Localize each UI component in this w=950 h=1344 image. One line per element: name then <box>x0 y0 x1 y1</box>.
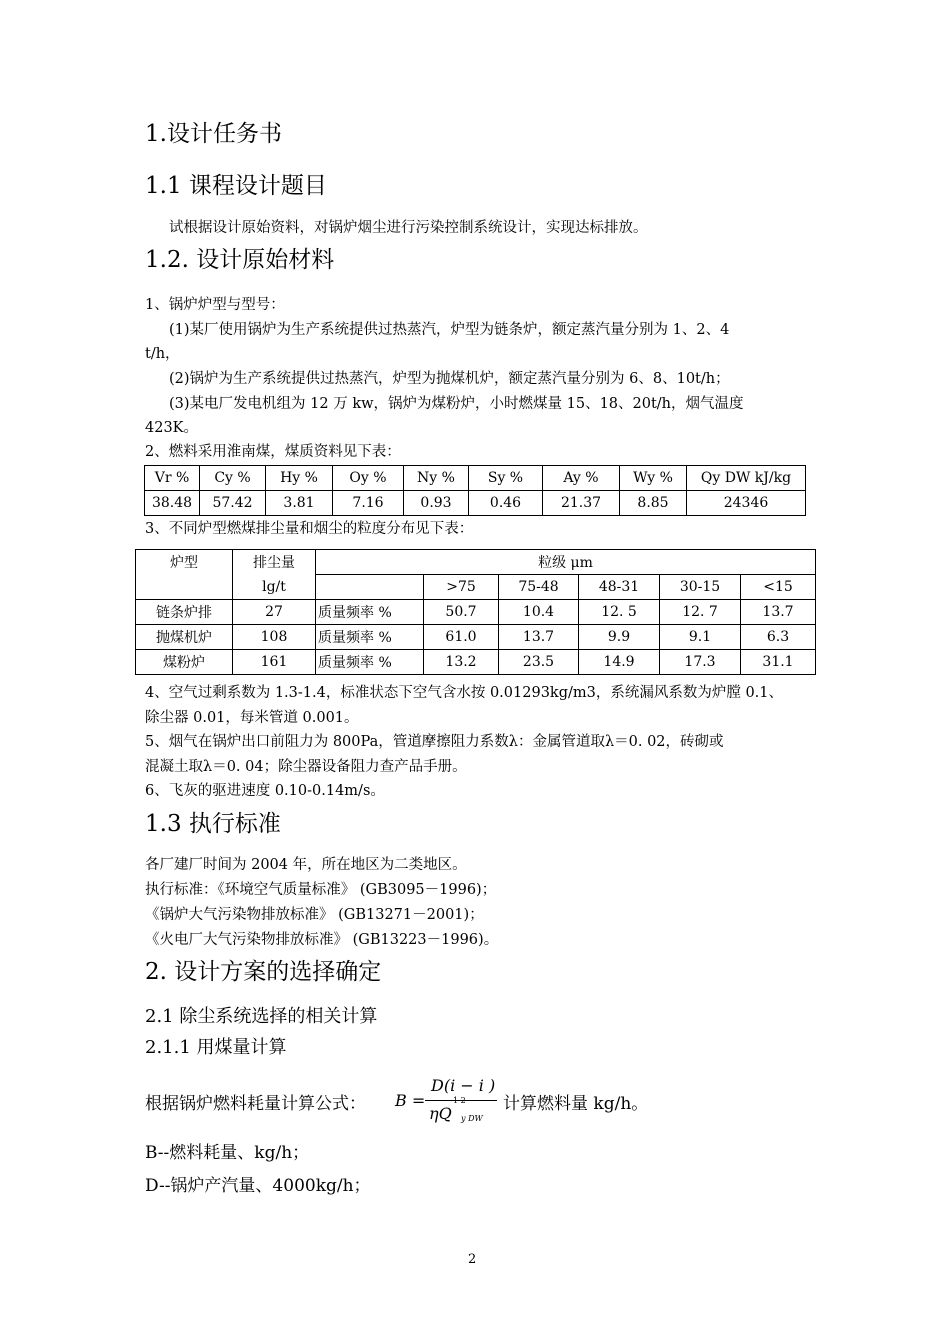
dust-row-amount: 161 <box>233 650 316 675</box>
heading-1-1: 1.1 课程设计题目 <box>145 173 327 199</box>
formula-prefix: 根据锅炉燃料耗量计算公式： <box>145 1094 366 1114</box>
heading-1-2: 1.2. 设计原始材料 <box>145 247 335 273</box>
heading-2-1-1: 2.1.1 用煤量计算 <box>145 1037 287 1058</box>
item1-line-a2: t/h， <box>145 346 180 362</box>
coal-value-cell: 0.93 <box>404 491 469 516</box>
standard-line-3: 《锅炉大气污染物排放标准》 (GB13271－2001)； <box>145 907 484 923</box>
coal-header-cell: Qy DW kJ/kg <box>687 466 806 491</box>
coal-header-cell: Ny % <box>404 466 469 491</box>
dust-col-amount-unit: lg/t <box>233 575 316 600</box>
page-number: 2 <box>468 1252 477 1267</box>
coal-value-cell: 8.85 <box>620 491 687 516</box>
dust-row-value: 12. 7 <box>660 600 741 625</box>
coal-header-cell: Oy % <box>333 466 404 491</box>
coal-table-value-row <box>145 491 806 516</box>
dust-table-row <box>136 650 816 675</box>
dust-row-label: 质量频率 % <box>316 625 424 650</box>
dust-row-amount: 27 <box>233 600 316 625</box>
dust-row-value: 14.9 <box>579 650 660 675</box>
standard-line-1: 各厂建厂时间为 2004 年，所在地区为二类地区。 <box>145 857 467 873</box>
dust-row-type: 链条炉排 <box>136 600 233 625</box>
dust-row-value: 9.9 <box>579 625 660 650</box>
formula-suffix: 计算燃料量 kg/h。 <box>503 1094 649 1114</box>
dust-col-amount: 排尘量 <box>233 550 316 575</box>
coal-quality-table <box>144 465 806 516</box>
dust-grade-cell: 48-31 <box>579 575 660 600</box>
dust-grade-cell: <15 <box>741 575 816 600</box>
dust-row-label: 质量频率 % <box>316 600 424 625</box>
standard-line-4: 《火电厂大气污染物排放标准》 (GB13223－1996)。 <box>145 932 499 948</box>
heading-2: 2. 设计方案的选择确定 <box>145 959 382 985</box>
coal-header-cell: Wy % <box>620 466 687 491</box>
item5-line-1: 5、烟气在锅炉出口前阻力为 800Pa，管道摩擦阻力系数λ：金属管道取λ＝0. 02，砖砌或 <box>145 734 724 750</box>
heading-2-1: 2.1 除尘系统选择的相关计算 <box>145 1006 378 1027</box>
fuel-consumption-formula <box>145 1074 705 1130</box>
dust-table-row <box>136 625 816 650</box>
dust-table-header-row-2 <box>136 575 816 600</box>
coal-header-cell: Sy % <box>469 466 543 491</box>
standard-line-2: 执行标准：《环境空气质量标准》 (GB3095－1996)； <box>145 882 497 898</box>
formula-lhs: B = <box>395 1091 426 1110</box>
dust-distribution-table <box>135 549 816 675</box>
dust-col-type: 炉型 <box>136 550 233 575</box>
coal-table-header-row <box>145 466 806 491</box>
dust-table-header-row-1 <box>136 550 816 575</box>
dust-row-value: 12. 5 <box>579 600 660 625</box>
coal-value-cell: 21.37 <box>543 491 620 516</box>
dust-grade-blank <box>316 575 424 600</box>
task-paragraph: 试根据设计原始资料，对锅炉烟尘进行污染控制系统设计，实现达标排放。 <box>169 220 648 236</box>
coal-value-cell: 7.16 <box>333 491 404 516</box>
item5-line-2: 混凝土取λ＝0. 04；除尘器设备阻力查产品手册。 <box>145 759 467 775</box>
dust-col-grade: 粒级 μm <box>316 550 816 575</box>
coal-header-cell: Hy % <box>266 466 333 491</box>
dust-row-type: 抛煤机炉 <box>136 625 233 650</box>
dust-row-value: 23.5 <box>499 650 579 675</box>
formula-denominator-subscript: y DW <box>461 1114 483 1123</box>
dust-row-value: 61.0 <box>424 625 499 650</box>
dust-row-value: 31.1 <box>741 650 816 675</box>
dust-row-value: 13.2 <box>424 650 499 675</box>
dust-row-amount: 108 <box>233 625 316 650</box>
coal-value-cell: 38.48 <box>145 491 200 516</box>
dust-grade-cell: >75 <box>424 575 499 600</box>
item2-title: 2、燃料采用淮南煤，煤质资料见下表： <box>145 444 401 460</box>
coal-header-cell: Ay % <box>543 466 620 491</box>
definition-b: B--燃料耗量、kg/h； <box>145 1143 310 1163</box>
formula-denominator: ηQ <box>429 1104 452 1123</box>
dust-row-value: 9.1 <box>660 625 741 650</box>
item3-title: 3、不同炉型燃煤排尘量和烟尘的粒度分布见下表： <box>145 521 474 537</box>
coal-value-cell: 3.81 <box>266 491 333 516</box>
heading-1-3: 1.3 执行标准 <box>145 811 281 837</box>
item1-line-c2: 423K。 <box>145 420 199 436</box>
dust-col-type-blank <box>136 575 233 600</box>
dust-row-label: 质量频率 % <box>316 650 424 675</box>
dust-row-value: 6.3 <box>741 625 816 650</box>
formula-numerator: D(i − i ) <box>431 1076 496 1095</box>
dust-row-value: 50.7 <box>424 600 499 625</box>
dust-table-row <box>136 600 816 625</box>
coal-value-cell: 57.42 <box>200 491 266 516</box>
item6-line: 6、飞灰的驱进速度 0.10-0.14m/s。 <box>145 783 385 799</box>
item4-line-1: 4、空气过剩系数为 1.3-1.4，标准状态下空气含水按 0.01293kg/m3，系统漏风系数为炉膛 0.1、 <box>145 685 784 701</box>
dust-row-value: 13.7 <box>741 600 816 625</box>
coal-value-cell: 24346 <box>687 491 806 516</box>
dust-grade-cell: 30-15 <box>660 575 741 600</box>
item1-line-c1: (3)某电厂发电机组为 12 万 kw，锅炉为煤粉炉，小时燃煤量 15、18、20t/h，烟气温度 <box>169 396 744 412</box>
coal-header-cell: Vr % <box>145 466 200 491</box>
item1-title: 1、锅炉炉型与型号： <box>145 297 285 313</box>
item1-line-b: (2)锅炉为生产系统提供过热蒸汽，炉型为抛煤机炉，额定蒸汽量分别为 6、8、10t/h； <box>169 371 730 387</box>
dust-row-value: 13.7 <box>499 625 579 650</box>
item1-line-a1: (1)某厂使用锅炉为生产系统提供过热蒸汽，炉型为链条炉，额定蒸汽量分别为 1、2、4 <box>169 322 730 338</box>
fraction-bar <box>425 1100 497 1101</box>
dust-row-value: 17.3 <box>660 650 741 675</box>
coal-value-cell: 0.46 <box>469 491 543 516</box>
definition-d: D--锅炉产汽量、4000kg/h； <box>145 1176 371 1196</box>
heading-1: 1.设计任务书 <box>145 121 282 147</box>
dust-row-value: 10.4 <box>499 600 579 625</box>
dust-row-type: 煤粉炉 <box>136 650 233 675</box>
coal-header-cell: Cy % <box>200 466 266 491</box>
item4-line-2: 除尘器 0.01，每米管道 0.001。 <box>145 710 359 726</box>
dust-grade-cell: 75-48 <box>499 575 579 600</box>
